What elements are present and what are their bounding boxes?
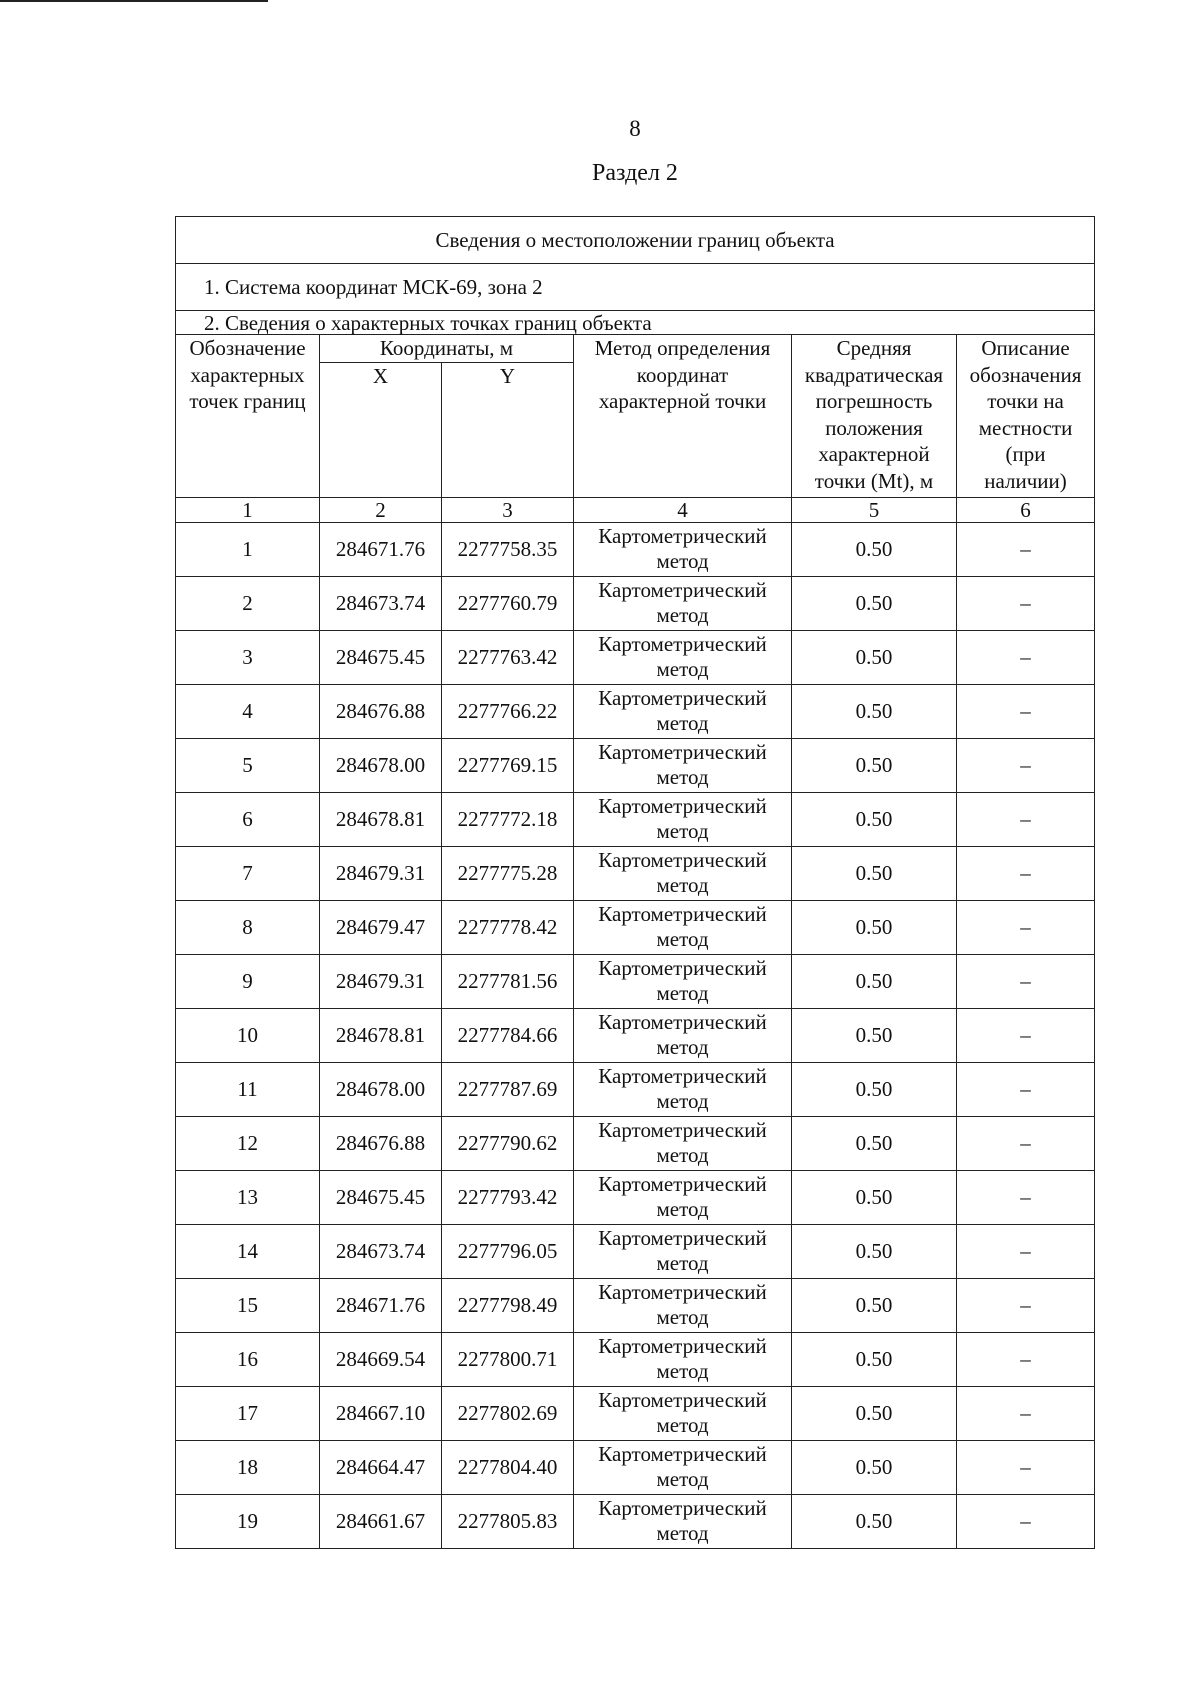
y-coordinate-cell: 2277763.42	[442, 630, 574, 684]
boundary-points-table	[175, 216, 1095, 1549]
method-cell: Картометрический метод	[574, 792, 792, 846]
method-cell: Картометрический метод	[574, 1062, 792, 1116]
x-coordinate-cell: 284673.74	[320, 576, 442, 630]
mean-error-cell: 0.50	[792, 1386, 957, 1440]
point-number-cell: 11	[176, 1062, 320, 1116]
point-number-cell: 15	[176, 1278, 320, 1332]
table-row	[176, 1440, 1095, 1494]
table-row	[176, 1332, 1095, 1386]
table-row	[176, 954, 1095, 1008]
y-coordinate-cell: 2277796.05	[442, 1224, 574, 1278]
y-coordinate-cell: 2277804.40	[442, 1440, 574, 1494]
mean-error-cell: 0.50	[792, 1224, 957, 1278]
description-cell: –	[957, 576, 1095, 630]
x-coordinate-cell: 284679.31	[320, 846, 442, 900]
page-number: 8	[629, 116, 641, 141]
description-cell: –	[957, 1386, 1095, 1440]
description-cell: –	[957, 1170, 1095, 1224]
x-coordinate-cell: 284667.10	[320, 1386, 442, 1440]
y-coordinate-cell: 2277775.28	[442, 846, 574, 900]
mean-error-cell: 0.50	[792, 1278, 957, 1332]
table-row	[176, 576, 1095, 630]
y-coordinate-cell: 2277778.42	[442, 900, 574, 954]
mean-error-cell: 0.50	[792, 1332, 957, 1386]
mean-error-cell: 0.50	[792, 1170, 957, 1224]
description-cell: –	[957, 684, 1095, 738]
column-number: 6	[957, 497, 1095, 522]
description-cell: –	[957, 1440, 1095, 1494]
point-number-cell: 16	[176, 1332, 320, 1386]
method-cell: Картометрический метод	[574, 738, 792, 792]
header-error: Средняя квадратическая погрешность положения характерной точки (Mt), м	[792, 335, 957, 498]
x-coordinate-cell: 284679.47	[320, 900, 442, 954]
x-coordinate-cell: 284676.88	[320, 684, 442, 738]
method-cell: Картометрический метод	[574, 954, 792, 1008]
x-coordinate-cell: 284675.45	[320, 1170, 442, 1224]
x-coordinate-cell: 284678.00	[320, 1062, 442, 1116]
column-number: 2	[320, 497, 442, 522]
description-cell: –	[957, 846, 1095, 900]
y-coordinate-cell: 2277793.42	[442, 1170, 574, 1224]
mean-error-cell: 0.50	[792, 738, 957, 792]
description-cell: –	[957, 1116, 1095, 1170]
y-coordinate-cell: 2277798.49	[442, 1278, 574, 1332]
method-cell: Картометрический метод	[574, 630, 792, 684]
description-cell: –	[957, 954, 1095, 1008]
method-cell: Картометрический метод	[574, 1008, 792, 1062]
points-info-line: 2. Сведения о характерных точках границ объекта	[176, 311, 1095, 335]
method-cell: Картометрический метод	[574, 576, 792, 630]
header-y: Y	[442, 362, 574, 497]
method-cell: Картометрический метод	[574, 900, 792, 954]
method-cell: Картометрический метод	[574, 1386, 792, 1440]
top-scan-line	[0, 0, 268, 2]
table-row	[176, 792, 1095, 846]
mean-error-cell: 0.50	[792, 846, 957, 900]
point-number-cell: 19	[176, 1494, 320, 1548]
y-coordinate-cell: 2277805.83	[442, 1494, 574, 1548]
description-cell: –	[957, 1494, 1095, 1548]
description-cell: –	[957, 1224, 1095, 1278]
point-number-cell: 14	[176, 1224, 320, 1278]
table-row	[176, 1278, 1095, 1332]
coordinate-system-line: 1. Система координат МСК-69, зона 2	[176, 264, 1095, 311]
x-coordinate-cell: 284673.74	[320, 1224, 442, 1278]
x-coordinate-cell: 284671.76	[320, 522, 442, 576]
header-description: Описание обозначения точки на местности (при наличии)	[957, 335, 1095, 498]
x-coordinate-cell: 284664.47	[320, 1440, 442, 1494]
table-row	[176, 684, 1095, 738]
y-coordinate-cell: 2277769.15	[442, 738, 574, 792]
description-cell: –	[957, 1008, 1095, 1062]
column-number: 5	[792, 497, 957, 522]
point-number-cell: 8	[176, 900, 320, 954]
description-cell: –	[957, 900, 1095, 954]
x-coordinate-cell: 284661.67	[320, 1494, 442, 1548]
header-coordinates: Координаты, м	[320, 335, 574, 363]
table-row	[176, 522, 1095, 576]
table-row	[176, 900, 1095, 954]
x-coordinate-cell: 284669.54	[320, 1332, 442, 1386]
table-row	[176, 630, 1095, 684]
x-coordinate-cell: 284671.76	[320, 1278, 442, 1332]
y-coordinate-cell: 2277766.22	[442, 684, 574, 738]
table-row	[176, 1386, 1095, 1440]
method-cell: Картометрический метод	[574, 1170, 792, 1224]
point-number-cell: 1	[176, 522, 320, 576]
mean-error-cell: 0.50	[792, 792, 957, 846]
point-number-cell: 17	[176, 1386, 320, 1440]
table-row	[176, 1170, 1095, 1224]
mean-error-cell: 0.50	[792, 684, 957, 738]
point-number-cell: 5	[176, 738, 320, 792]
header-method: Метод определения координат характерной точки	[574, 335, 792, 498]
description-cell: –	[957, 738, 1095, 792]
x-coordinate-cell: 284675.45	[320, 630, 442, 684]
point-number-cell: 6	[176, 792, 320, 846]
column-number: 1	[176, 497, 320, 522]
point-number-cell: 7	[176, 846, 320, 900]
description-cell: –	[957, 792, 1095, 846]
description-cell: –	[957, 1062, 1095, 1116]
mean-error-cell: 0.50	[792, 954, 957, 1008]
y-coordinate-cell: 2277787.69	[442, 1062, 574, 1116]
table-row	[176, 1116, 1095, 1170]
mean-error-cell: 0.50	[792, 576, 957, 630]
mean-error-cell: 0.50	[792, 1116, 957, 1170]
y-coordinate-cell: 2277772.18	[442, 792, 574, 846]
method-cell: Картометрический метод	[574, 1224, 792, 1278]
x-coordinate-cell: 284678.81	[320, 792, 442, 846]
description-cell: –	[957, 1278, 1095, 1332]
point-number-cell: 9	[176, 954, 320, 1008]
x-coordinate-cell: 284676.88	[320, 1116, 442, 1170]
header-designation: Обозначение характерных точек границ	[176, 335, 320, 498]
y-coordinate-cell: 2277781.56	[442, 954, 574, 1008]
point-number-cell: 13	[176, 1170, 320, 1224]
mean-error-cell: 0.50	[792, 1440, 957, 1494]
point-number-cell: 4	[176, 684, 320, 738]
section-title: Раздел 2	[592, 160, 678, 186]
method-cell: Картометрический метод	[574, 1116, 792, 1170]
table-row	[176, 1062, 1095, 1116]
header-x: X	[320, 362, 442, 497]
description-cell: –	[957, 630, 1095, 684]
description-cell: –	[957, 522, 1095, 576]
method-cell: Картометрический метод	[574, 684, 792, 738]
mean-error-cell: 0.50	[792, 1008, 957, 1062]
mean-error-cell: 0.50	[792, 630, 957, 684]
table-row	[176, 1008, 1095, 1062]
x-coordinate-cell: 284678.00	[320, 738, 442, 792]
table-title: Сведения о местоположении границ объекта	[176, 217, 1095, 264]
table-row	[176, 846, 1095, 900]
method-cell: Картометрический метод	[574, 1440, 792, 1494]
mean-error-cell: 0.50	[792, 1062, 957, 1116]
y-coordinate-cell: 2277800.71	[442, 1332, 574, 1386]
table-row	[176, 738, 1095, 792]
x-coordinate-cell: 284679.31	[320, 954, 442, 1008]
point-number-cell: 3	[176, 630, 320, 684]
y-coordinate-cell: 2277790.62	[442, 1116, 574, 1170]
mean-error-cell: 0.50	[792, 522, 957, 576]
method-cell: Картометрический метод	[574, 1278, 792, 1332]
y-coordinate-cell: 2277760.79	[442, 576, 574, 630]
mean-error-cell: 0.50	[792, 1494, 957, 1548]
method-cell: Картометрический метод	[574, 846, 792, 900]
point-number-cell: 12	[176, 1116, 320, 1170]
method-cell: Картометрический метод	[574, 1332, 792, 1386]
column-number: 3	[442, 497, 574, 522]
y-coordinate-cell: 2277784.66	[442, 1008, 574, 1062]
table-row	[176, 1494, 1095, 1548]
description-cell: –	[957, 1332, 1095, 1386]
method-cell: Картометрический метод	[574, 522, 792, 576]
point-number-cell: 2	[176, 576, 320, 630]
point-number-cell: 10	[176, 1008, 320, 1062]
mean-error-cell: 0.50	[792, 900, 957, 954]
column-number: 4	[574, 497, 792, 522]
y-coordinate-cell: 2277802.69	[442, 1386, 574, 1440]
y-coordinate-cell: 2277758.35	[442, 522, 574, 576]
point-number-cell: 18	[176, 1440, 320, 1494]
method-cell: Картометрический метод	[574, 1494, 792, 1548]
x-coordinate-cell: 284678.81	[320, 1008, 442, 1062]
table-row	[176, 1224, 1095, 1278]
